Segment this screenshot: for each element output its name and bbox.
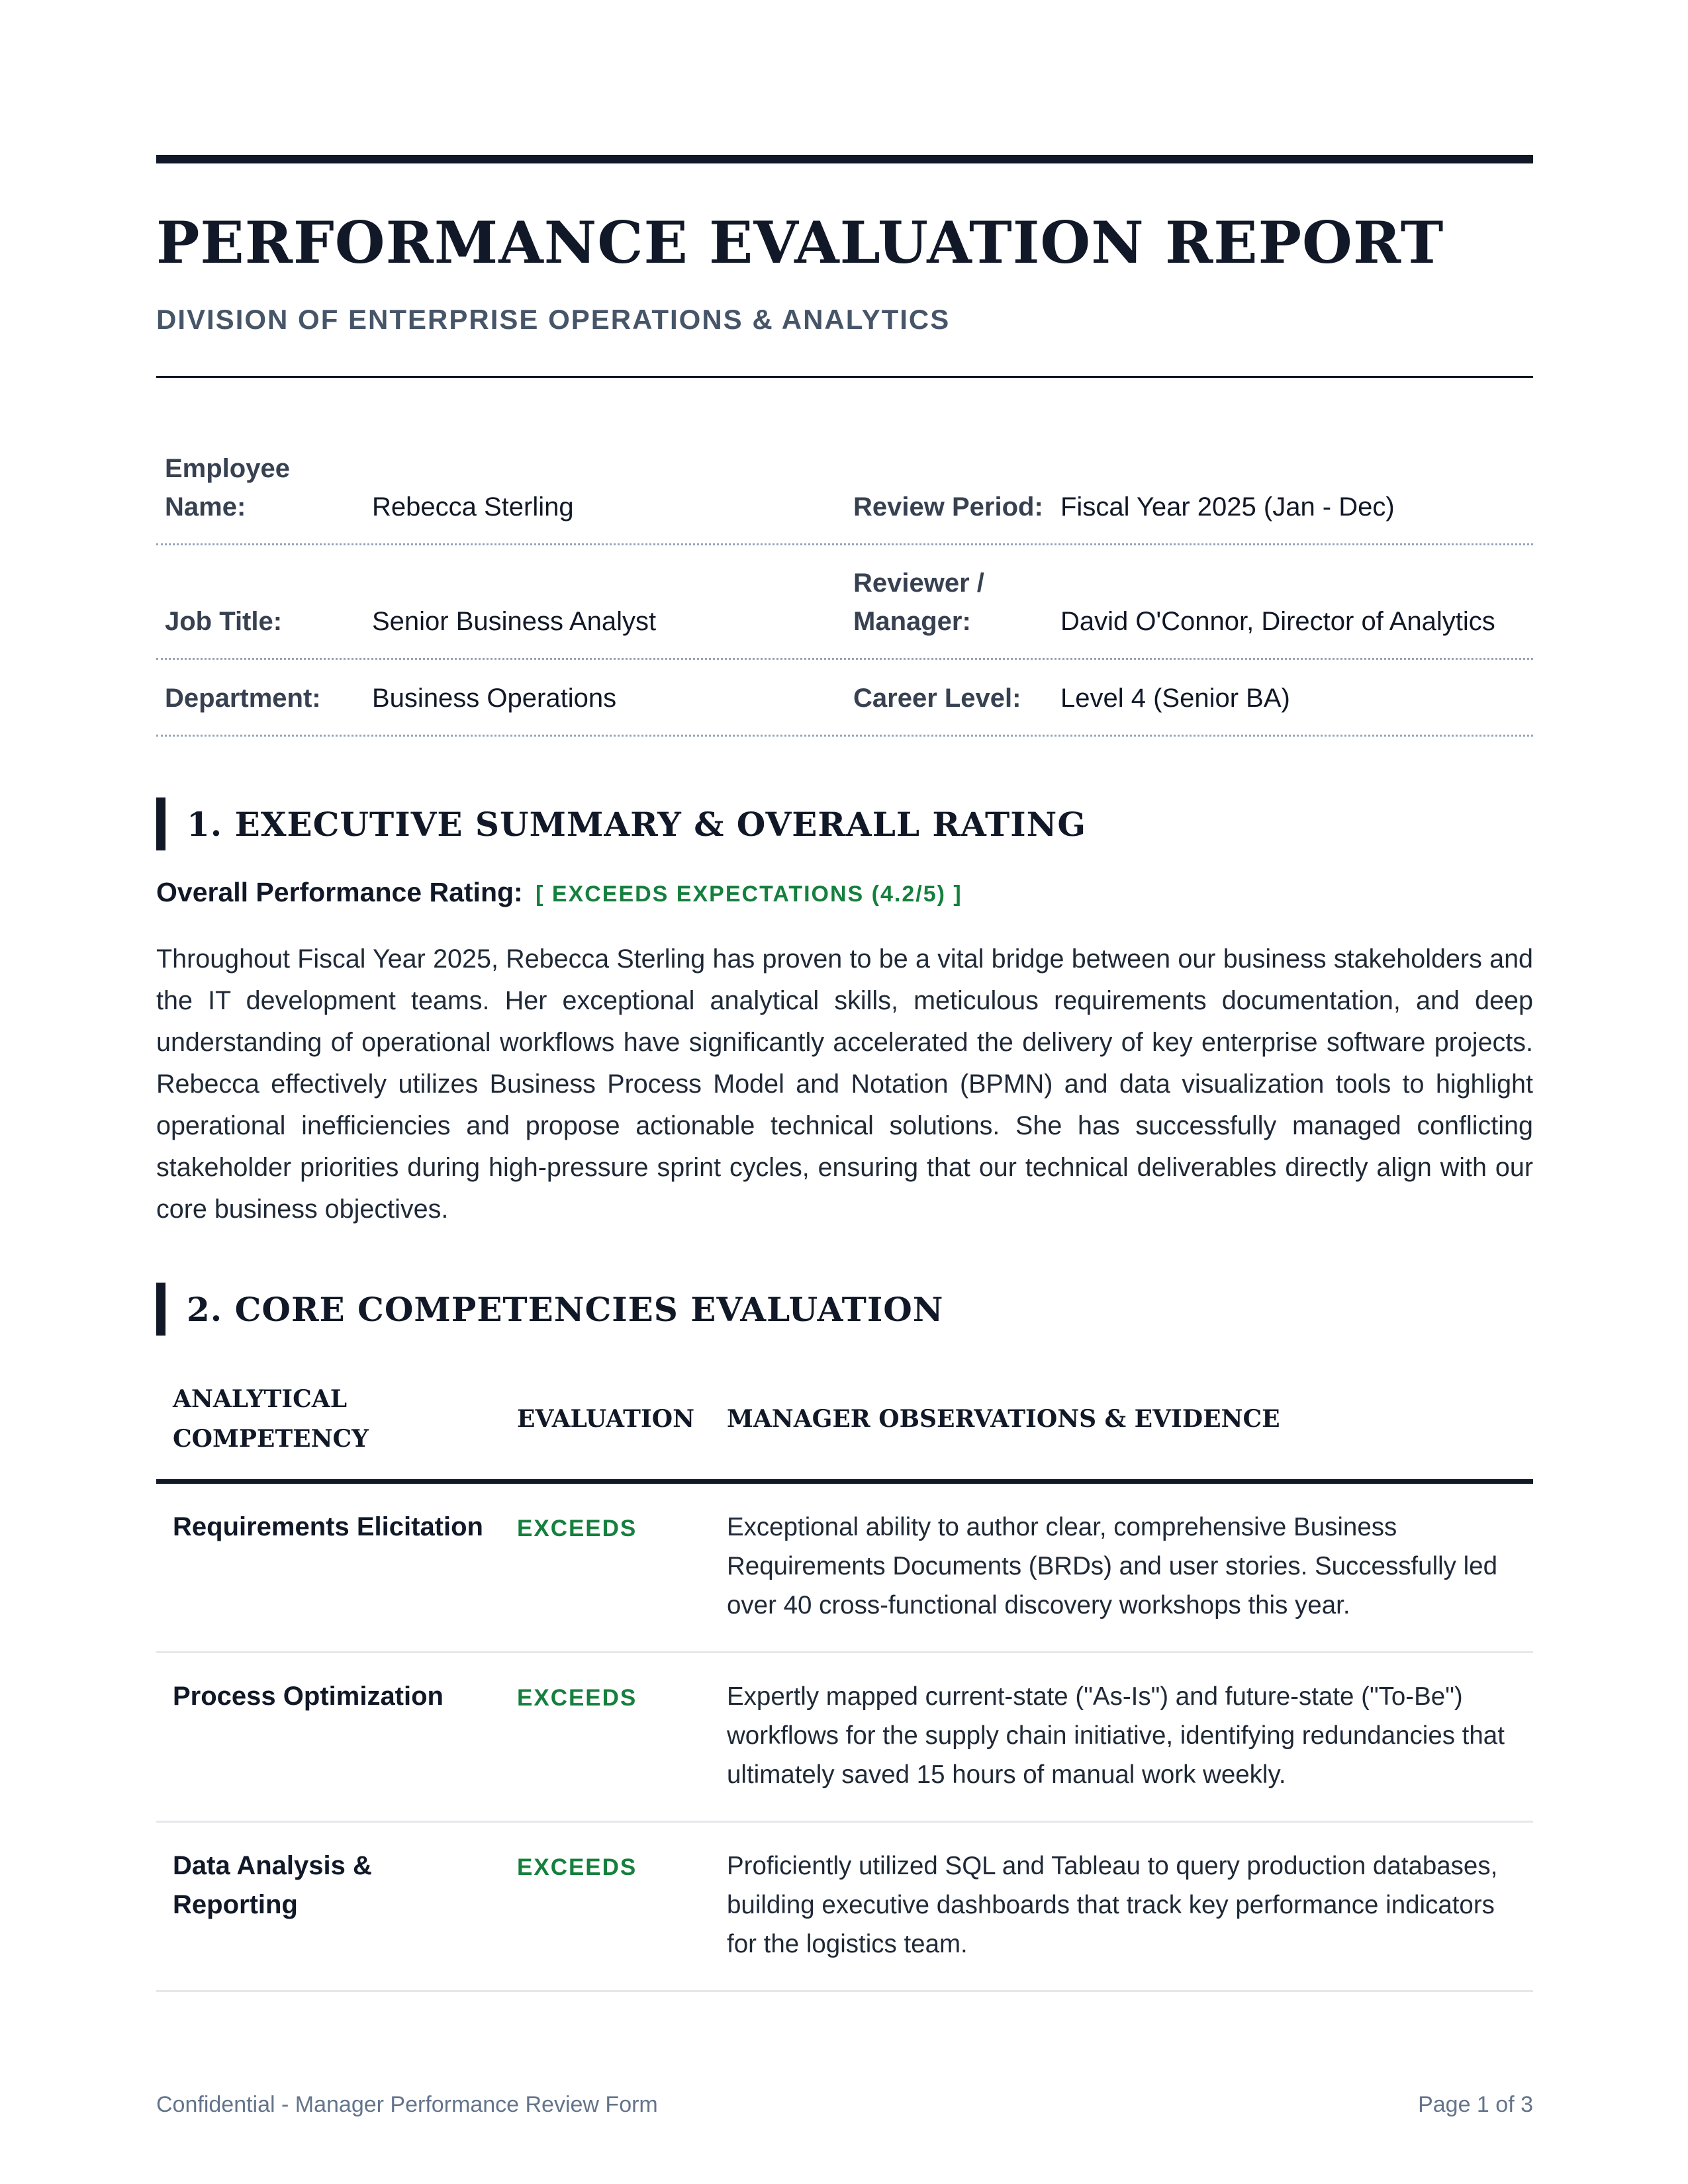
report-title: PERFORMANCE EVALUATION REPORT <box>156 208 1444 277</box>
evaluation-badge: EXCEEDS <box>517 1685 637 1711</box>
table-row <box>156 1653 1533 1823</box>
info-row <box>156 545 1533 660</box>
header-divider <box>156 376 1533 378</box>
employee-name-value: Rebecca Sterling <box>372 492 574 522</box>
competency-name: Process Optimization <box>173 1682 444 1711</box>
report-page <box>156 0 1533 2184</box>
table-row <box>156 1823 1533 1992</box>
manager-observation: Proficiently utilized SQL and Tableau to query production databases, building executive dashboards that track key performance indicators for the logistics team. <box>727 1852 1498 1958</box>
info-row <box>156 660 1533 737</box>
reviewer-label: Reviewer / Manager: <box>853 569 984 636</box>
section-heading-competencies <box>156 1283 1533 1336</box>
manager-observation: Exceptional ability to author clear, comprehensive Business Requirements Documents (BRDs) and user stories. Successfully led over 40 cross-functional discovery workshops this year. <box>727 1513 1498 1619</box>
report-subtitle: DIVISION OF ENTERPRISE OPERATIONS & ANALYTICS <box>156 304 951 335</box>
table-header <box>156 1370 1533 1484</box>
footer-page-number: Page 1 of 3 <box>1418 2092 1533 2117</box>
section-accent-bar <box>156 797 165 850</box>
competencies-table <box>156 1370 1533 1992</box>
career-level-label: Career Level: <box>853 684 1021 713</box>
overall-rating <box>156 874 962 913</box>
section-accent-bar <box>156 1283 165 1336</box>
section-title: 2. CORE COMPETENCIES EVALUATION <box>187 1290 944 1329</box>
job-title-label: Job Title: <box>165 607 283 636</box>
job-title-value: Senior Business Analyst <box>372 607 657 636</box>
overall-rating-label: Overall Performance Rating: <box>156 877 523 907</box>
evaluation-badge: EXCEEDS <box>517 1854 637 1880</box>
section-title: 1. EXECUTIVE SUMMARY & OVERALL RATING <box>187 805 1087 844</box>
executive-summary-text: Throughout Fiscal Year 2025, Rebecca Sterling has proven to be a vital bridge between our business stakeholders and the IT development teams. Her exceptional analytical skills, meticulous requirements documentation, and deep understanding of operational workflows have significantly accelerated the delivery of key enterprise software projects. Rebecca effectively utilizes Business Process Model and Notation (BPMN) and data visualization tools to highlight operational inefficiencies and propose actionable technical solutions. She has successfully managed conflicting stakeholder priorities during high-pressure sprint cycles, ensuring that our technical deliverables directly align with our core business objectives. <box>156 944 1533 1224</box>
review-period-value: Fiscal Year 2025 (Jan - Dec) <box>1060 492 1395 522</box>
reviewer-value: David O'Connor, Director of Analytics <box>1060 607 1495 636</box>
section-heading-executive-summary <box>156 797 1533 850</box>
footer-confidential-note: Confidential - Manager Performance Review Form <box>156 2092 658 2117</box>
career-level-value: Level 4 (Senior BA) <box>1060 684 1290 713</box>
department-label: Department: <box>165 684 321 713</box>
column-header-evaluation: EVALUATION <box>517 1405 694 1433</box>
overall-rating-value: [ EXCEEDS EXPECTATIONS (4.2/5) ] <box>536 882 962 907</box>
employee-name-label: Employee Name: <box>165 454 290 522</box>
competency-name: Data Analysis & Reporting <box>173 1851 372 1919</box>
review-period-label: Review Period: <box>853 492 1043 522</box>
department-value: Business Operations <box>372 684 617 713</box>
competency-name: Requirements Elicitation <box>173 1512 483 1541</box>
info-row <box>156 429 1533 545</box>
manager-observation: Expertly mapped current-state ("As-Is") and future-state ("To-Be") workflows for the supply chain initiative, identifying redundancies that ultimately saved 15 hours of manual work weekly. <box>727 1682 1505 1789</box>
top-rule <box>156 155 1533 163</box>
table-row <box>156 1484 1533 1653</box>
employee-info-table <box>156 429 1533 737</box>
column-header-observations: MANAGER OBSERVATIONS & EVIDENCE <box>727 1405 1280 1433</box>
column-header-competency: ANALYTICAL COMPETENCY <box>173 1385 369 1453</box>
evaluation-badge: EXCEEDS <box>517 1516 637 1541</box>
